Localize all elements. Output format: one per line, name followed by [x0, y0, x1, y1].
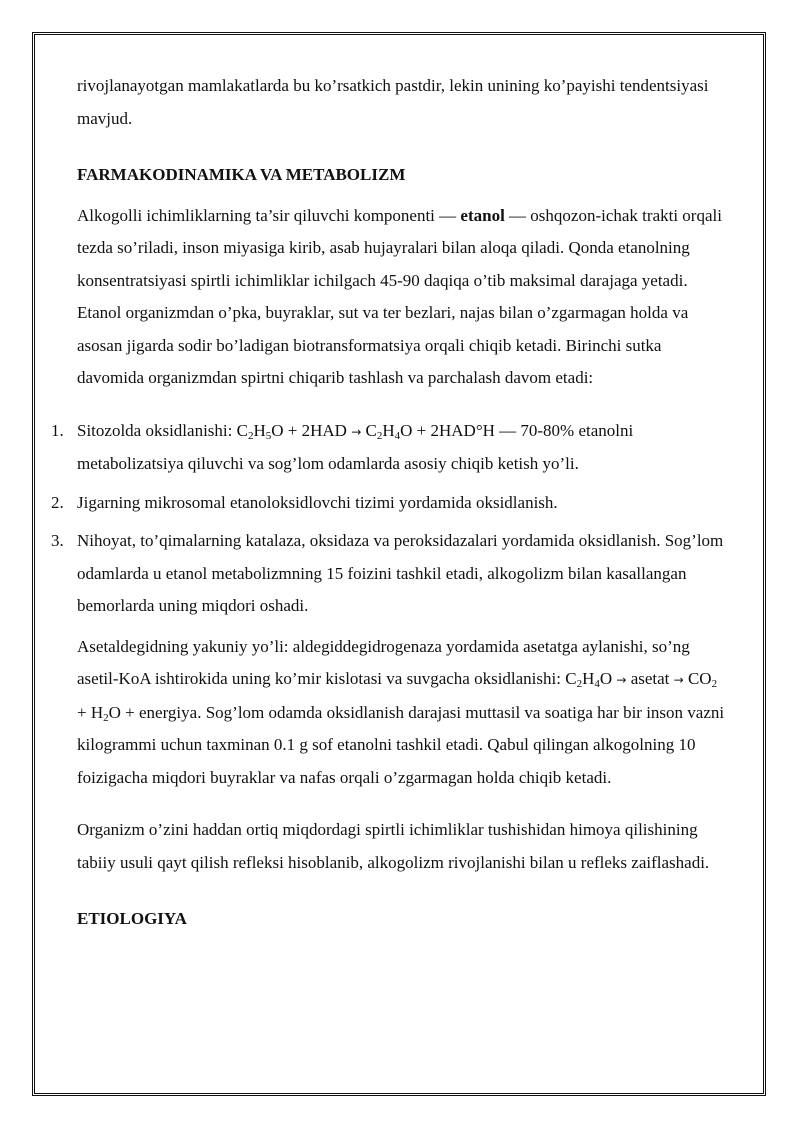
list-number: 3. — [51, 531, 64, 550]
arrow-symbol: → — [673, 673, 684, 687]
subscript: 4 — [594, 678, 600, 690]
subscript: 5 — [265, 429, 272, 442]
text-span: Sitozolda oksidlanishi: C — [77, 420, 248, 440]
paragraph-intro: rivojlanayotgan mamlakatlarda bu ko’rsatkich pastdir, lekin unining ko’payishi tendentsiyasi mavjud. — [77, 76, 709, 128]
list-number: 1. — [51, 420, 64, 440]
text-span: O + 2HAD — [271, 420, 352, 440]
paragraph-acetaldehyde — [77, 631, 727, 795]
subscript: 2 — [376, 429, 383, 442]
text-span: H — [382, 420, 395, 440]
text-span: asetat — [626, 669, 674, 688]
text-span: Jigarning mikrosomal etanoloksidlovchi tizimi yordamida oksidlanish. — [77, 492, 558, 512]
list-item — [51, 525, 727, 623]
subscript: 2 — [103, 711, 109, 724]
list-number: 2. — [51, 492, 64, 512]
text-span: — oshqozon-ichak trakti orqali tezda so’riladi, inson miyasiga kirib, asab hujayralari bilan aloqa qiladi. Qonda etanolning konsentratsiyasi spirtli ichimliklar ichilgach 45-90 daqiqa o’tib maksimal darajaga yetadi. Etanol organizmdan o’pka, buyraklar, sut va ter bezlari, najas bilan o’zgarmagan holda va asosan jigarda sodir bo’ladigan biotransformatsiya orqali chiqib ketadi. Birinchi sutka davomida organizmdan spirtni chiqarib tashlash va parchalash davom etadi: — [77, 205, 722, 387]
document-body — [51, 70, 727, 936]
list-item — [51, 415, 727, 481]
subscript: 2 — [247, 429, 254, 442]
list-item — [51, 487, 727, 520]
text-span: O + 2HAD°H — 70-80% etanolni metabolizatsiya qiluvchi va sog’lom odamlarda asosiy chiqib ketish yo’li. — [77, 420, 634, 473]
text-span: + H — [77, 702, 104, 722]
text-span: Asetaldegidning yakuniy yo’li: aldegiddegidrogenaza yordamida asetatga aylanishi, so’ng asetil-KoA ishtirokida uning ko’mir kislotasi va suvgacha oksidlanishi: C — [77, 636, 690, 688]
text-span: O + energiya. Sog’lom odamda oksidlanish darajasi muttasil va soatiga har bir inson vazni kilogrammi uchun taxminan 0.1 g sof etanolni tashkil etadi. Qabul qilingan alkogolning 10 foizigacha miqdori buyraklar va nafas orqali o’zgarmagan holda chiqib ketadi. — [77, 702, 725, 787]
subscript: 2 — [576, 678, 583, 690]
subscript: 2 — [711, 678, 718, 690]
paragraph-reflex: Organizm o’zini haddan ortiq miqdordagi spirtli ichimliklar tushishidan himoya qilishining tabiiy usuli qayt qilish refleksi hisoblanib, alkogolizm rivojlanishi bilan u refleks zaiflashadi. — [77, 820, 710, 872]
text-span: C — [361, 420, 377, 440]
text-span: O — [599, 669, 617, 688]
text-span: H — [582, 669, 595, 688]
arrow-symbol: → — [351, 424, 362, 439]
metabolism-list — [51, 415, 727, 623]
text-span: Nihoyat, to’qimalarning katalaza, oksidaza va peroksidazalari yordamida oksidlanish. Sog’lom odamlarda u etanol metabolizmning 15 foizini tashkil etadi, alkogolizm bilan kasallangan bemorlarda uning miqdori oshadi. — [77, 531, 724, 615]
arrow-symbol: → — [616, 673, 627, 687]
section-heading-farmakodinamika: FARMAKODINAMIKA VA METABOLIZM — [77, 165, 406, 184]
subscript: 4 — [394, 429, 401, 442]
bold-term-etanol: etanol — [460, 205, 505, 225]
text-span: H — [253, 420, 266, 440]
section-heading-etiologiya: ETIOLOGIYA — [77, 909, 187, 928]
text-span: Alkogolli ichimliklarning ta’sir qiluvchi komponenti — — [77, 205, 461, 225]
paragraph-ethanol — [77, 200, 727, 395]
text-span: CO — [683, 669, 712, 688]
